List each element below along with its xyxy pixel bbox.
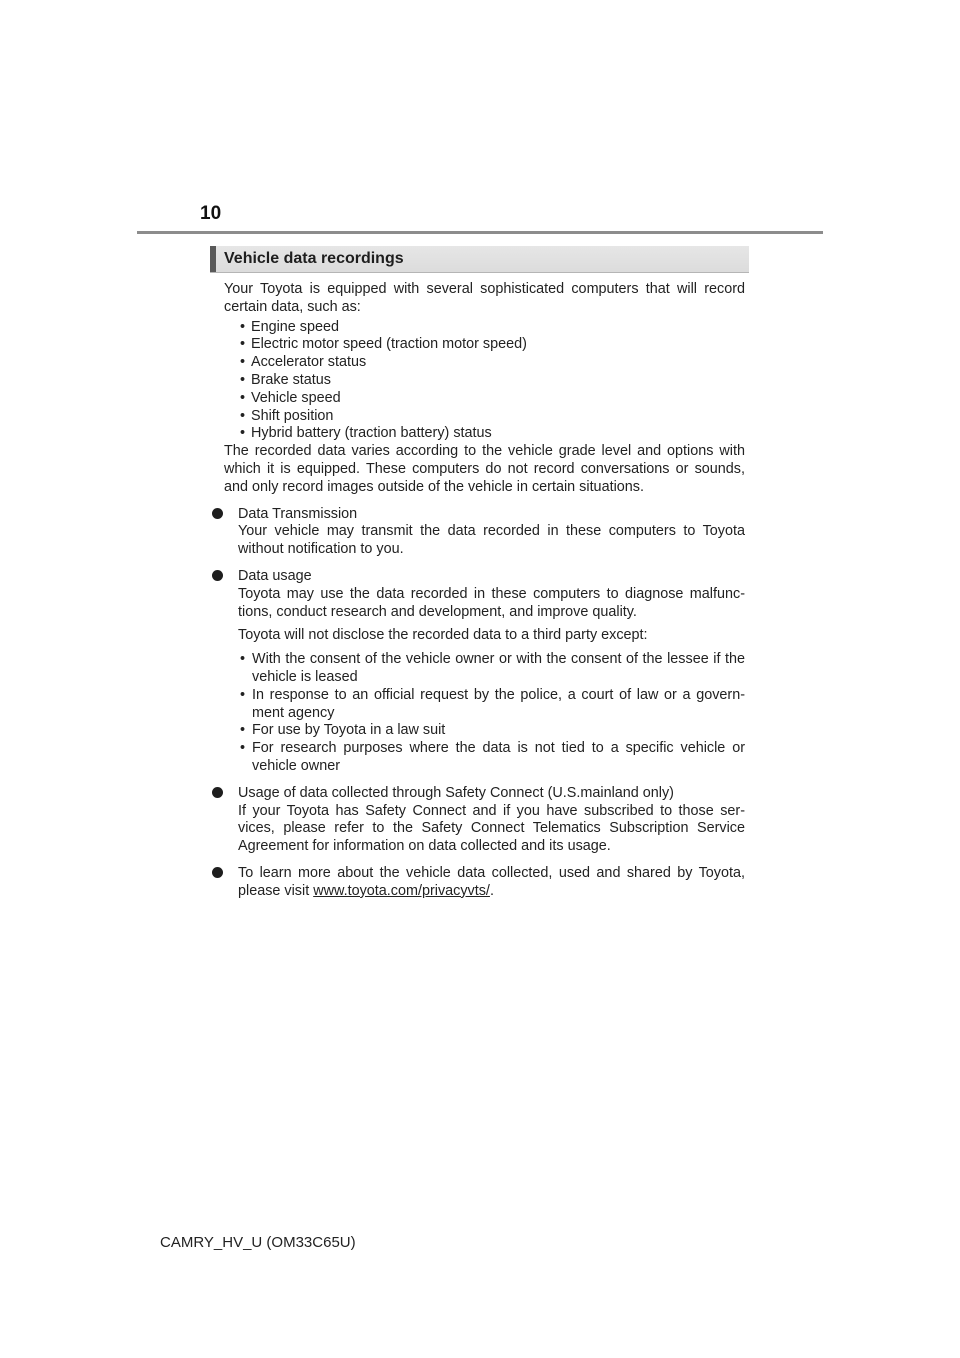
header-rule <box>137 231 823 234</box>
list-item: • Engine speed <box>224 319 745 337</box>
list-item: • With the consent of the vehicle owner or with the consent of the lessee if the vehicle is leased <box>238 651 745 687</box>
list-item: • For use by Toyota in a law suit <box>238 722 745 740</box>
list-item: • For research purposes where the data is not tied to a specific vehicle or vehicle owner <box>238 740 745 776</box>
list-item: • Brake status <box>224 372 745 390</box>
safety-connect-text: If your Toyota has Safety Connect and if you have subscribed to those ser-vices, please refer to the Safety Connect Telematics Subscription Service Agreement for information on data collected and its usage. <box>238 802 745 855</box>
page-number: 10 <box>200 203 222 224</box>
safety-connect-heading: Usage of data collected through Safety Connect (U.S.mainland only) <box>238 784 674 801</box>
recorded-data-note: The recorded data varies according to the vehicle grade level and options with which it is equipped. These computers do not record conversations or sounds, and only record images outside of the vehicle in certain situations. <box>224 443 745 495</box>
safety-connect-item <box>224 785 745 856</box>
section-content <box>224 281 745 901</box>
data-transmission-text: Your vehicle may transmit the data recorded in these computers to Toyota without notification to you. <box>238 523 745 558</box>
list-item: • In response to an official request by the police, a court of law or a govern-ment agency <box>238 687 745 723</box>
data-usage-item <box>224 568 745 776</box>
recorded-data-list <box>224 319 745 444</box>
learn-more-item <box>224 865 745 901</box>
section-title: Vehicle data recordings <box>224 250 404 267</box>
data-usage-text: Toyota may use the data recorded in these computers to diagnose malfunc-tions, conduct research and development, and improve quality. <box>238 585 745 620</box>
learn-more-text <box>238 865 745 901</box>
list-item: • Hybrid battery (traction battery) status <box>224 425 745 443</box>
privacy-link[interactable]: www.toyota.com/privacyvts/ <box>313 882 490 899</box>
data-transmission-item <box>224 506 745 559</box>
exceptions-list <box>238 651 745 776</box>
bullet-dot-icon <box>212 867 223 878</box>
learn-more-end: . <box>489 882 494 899</box>
list-item: • Shift position <box>224 408 745 426</box>
bullet-dot-icon <box>212 570 223 581</box>
section-header-bar <box>210 246 216 272</box>
data-transmission-heading: Data Transmission <box>238 505 358 522</box>
disclosure-text: Toyota will not disclose the recorded data to a third party except: <box>238 627 648 644</box>
list-item: • Electric motor speed (traction motor speed) <box>224 336 745 354</box>
bullet-dot-icon <box>212 508 223 519</box>
list-item: • Vehicle speed <box>224 390 745 408</box>
intro-paragraph: Your Toyota is equipped with several sophisticated computers that will record certain data, such as: <box>224 281 745 315</box>
list-item: • Accelerator status <box>224 354 745 372</box>
section-header <box>210 246 749 273</box>
learn-more-label: To learn more about the vehicle data collected, used and shared by Toyota, please visit <box>238 864 745 899</box>
footer-document-code: CAMRY_HV_U (OM33C65U) <box>160 1234 356 1251</box>
bullet-dot-icon <box>212 787 223 798</box>
data-usage-heading: Data usage <box>238 567 312 584</box>
